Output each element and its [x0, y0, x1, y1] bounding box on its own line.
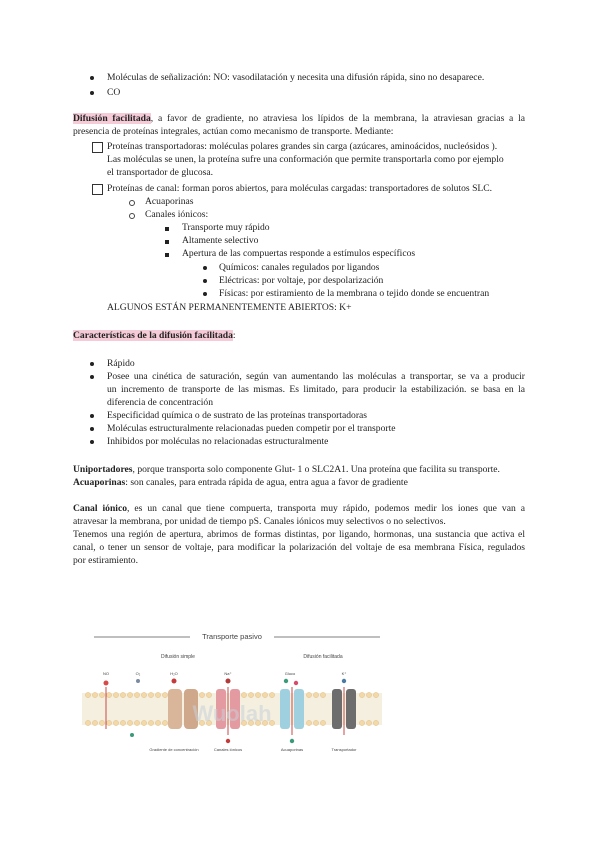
circle-bullet — [129, 200, 135, 206]
checklist-item-cont: el transportador de glucosa. — [107, 167, 214, 178]
figure-caption: Canales iónicos — [213, 747, 243, 752]
transporter — [332, 689, 342, 729]
list-item: Inhibidos por moléculas no relacionadas estructuralmente — [107, 436, 329, 447]
square-bullet — [165, 227, 169, 231]
molecule-icon — [284, 679, 288, 683]
molecule-label: K⁺ — [341, 671, 347, 676]
molecule-icon — [290, 739, 294, 743]
bullet — [203, 266, 207, 270]
figure-label-left: Difusión simple — [161, 654, 195, 660]
sublist-item: Químicos: canales regulados por ligandos — [219, 262, 380, 273]
bullet — [90, 91, 94, 95]
molecule-label: Gluco — [284, 671, 296, 676]
figure-caption: Transportador — [331, 747, 357, 752]
aquaporin — [294, 689, 304, 729]
bullet — [90, 76, 94, 80]
bullet — [203, 279, 207, 283]
molecule-icon — [294, 681, 298, 685]
channel-protein — [168, 689, 182, 729]
definition-line: Uniportadores, porque transporta solo componente Glut- 1 o SLC2A1. Una proteína que facilita su transporte. — [73, 464, 500, 475]
sublist-item: Eléctricas: por voltaje, por despolarización — [219, 275, 384, 286]
molecule-label: H₂O — [170, 671, 178, 676]
paragraph-line: canal, o tener un sensor de voltaje, para modificar la polarización del voltaje de esa membrana Física, regulados — [73, 542, 525, 553]
square-bullet — [165, 240, 169, 244]
bullet — [90, 440, 94, 444]
bullet — [90, 375, 94, 379]
note: ALGUNOS ESTÁN PERMANENTEMENTE ABIERTOS: K+ — [107, 302, 352, 313]
molecule-icon — [130, 733, 134, 737]
watermark: Wuolah — [192, 701, 272, 726]
molecule-label: NO — [103, 671, 109, 676]
molecule-icon — [172, 679, 177, 684]
bullet — [90, 427, 94, 431]
passive-transport-figure — [82, 625, 382, 765]
molecule-label: Na⁺ — [224, 671, 232, 676]
list-item: Rápido — [107, 358, 135, 369]
molecule-icon — [226, 739, 230, 743]
sublist-item: Transporte muy rápido — [182, 222, 270, 233]
list-item: Especificidad química o de sustrato de las proteínas transportadoras — [107, 410, 368, 421]
paragraph-line: Tenemos una región de apertura, abrimos de formas distintas, por ligando, hormonas, una sustancia que activa el — [73, 529, 525, 540]
list-item: Moléculas de señalización: NO: vasodilatación y necesita una difusión rápida, sino no desaparece. — [107, 72, 485, 83]
paragraph-line: por estiramiento. — [73, 555, 139, 566]
sublist-item: Apertura de las compuertas responde a estímulos específicos — [182, 248, 416, 259]
list-item: CO — [107, 87, 121, 98]
paragraph-line: atravesar la membrana, por unidad de tiempo pS. Canales iónicos muy selectivos o no selectivos. — [73, 516, 446, 527]
definition-line: Acuaporinas: son canales, para entrada rápida de agua, entra agua a favor de gradiente — [73, 477, 408, 488]
paragraph-line: presencia de proteínas integrales, actúan como mecanismo de transporte. Mediante: — [73, 126, 394, 137]
list-item: Moléculas estructuralmente relacionadas pueden competir por el transporte — [107, 423, 396, 434]
highlighted-term: Difusión facilitada — [73, 113, 151, 124]
bullet — [90, 362, 94, 366]
figure-title: Transporte pasivo — [202, 632, 262, 641]
paragraph-line: Canal iónico, es un canal que tiene compuerta, transporta muy rápido, podemos medir los iones que van a — [73, 503, 525, 514]
circle-bullet — [129, 213, 135, 219]
molecule-icon — [136, 679, 140, 683]
bullet — [203, 292, 207, 296]
transporter — [346, 689, 356, 729]
checklist-item-cont: Las moléculas se unen, la proteína sufre una conformación que permite transportarla como por ejemplo — [107, 154, 504, 165]
sublist-item: Canales iónicos: — [145, 209, 209, 220]
section-heading: Características de la difusión facilitada: — [73, 330, 236, 341]
molecule-label: O₂ — [135, 671, 141, 676]
figure-caption: Gradiente de concentración — [149, 747, 199, 752]
checkbox[interactable] — [92, 142, 103, 153]
sublist-item: Físicas: por estiramiento de la membrana o tejido donde se encuentran — [219, 288, 490, 299]
molecule-icon — [342, 679, 346, 683]
checkbox[interactable] — [92, 184, 103, 195]
figure-caption: Acuaporinas — [280, 747, 304, 752]
checklist-item: Proteínas de canal: forman poros abiertos, para moléculas cargadas: transportadores de solutos SLC. — [107, 183, 493, 194]
square-bullet — [165, 253, 169, 257]
figure-label-right: Difusión facilitada — [303, 654, 343, 660]
sublist-item: Acuaporinas — [145, 196, 194, 207]
list-item-cont: diferencia de concentración — [107, 397, 213, 408]
list-item: Posee una cinética de saturación, según van aumentando las moléculas a transportar, se va a producir — [107, 371, 525, 382]
molecule-icon — [226, 679, 231, 684]
paragraph-line: Difusión facilitada, a favor de gradiente, no atraviesa los lípidos de la membrana, la atraviesan gracias a la — [73, 113, 525, 124]
checklist-item: Proteínas transportadoras: moléculas polares grandes sin carga (azúcares, aminoácidos, nucleósidos ). — [107, 141, 498, 152]
list-item-cont: un incremento de transporte de las mismas. Es limitado, para producir la estabilización. se basa en la — [107, 384, 525, 395]
molecule-icon — [104, 681, 109, 686]
bullet — [90, 414, 94, 418]
sublist-item: Altamente selectivo — [182, 235, 259, 246]
aquaporin — [280, 689, 290, 729]
